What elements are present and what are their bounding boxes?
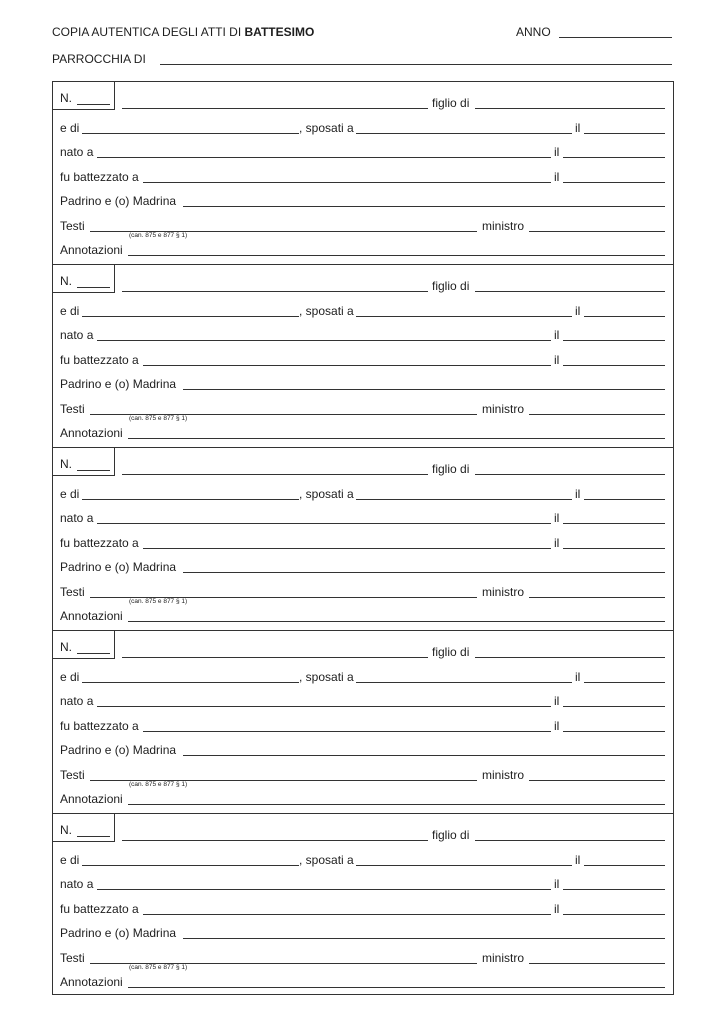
testi-label: Testi (60, 219, 85, 233)
sposati-a-label: , sposati a (299, 853, 354, 867)
baptism-place-field[interactable] (143, 914, 551, 915)
baptism-place-field[interactable] (143, 548, 551, 549)
mother-field[interactable] (82, 316, 299, 317)
padrino-label: Padrino e (o) Madrina (60, 926, 177, 940)
annotazioni-label: Annotazioni (60, 243, 123, 257)
nato-a-label: nato a (60, 511, 94, 525)
parrocchia-label: PARROCCHIA DI (52, 52, 146, 66)
testi-label: Testi (60, 768, 85, 782)
annotazioni-label: Annotazioni (60, 426, 123, 440)
child-name-field[interactable] (122, 291, 428, 292)
marriage-date-field[interactable] (584, 133, 665, 134)
record-number-field[interactable] (77, 104, 110, 105)
ministro-label: ministro (482, 951, 525, 965)
baptism-date-field[interactable] (563, 548, 665, 549)
canon-note: (can. 875 e 877 § 1) (129, 598, 188, 605)
nato-a-label: nato a (60, 877, 94, 891)
record-number-label: N. (60, 274, 72, 288)
fu-battezzato-a-label: fu battezzato a (60, 902, 139, 916)
baptism-date-label: il (554, 902, 560, 916)
record-number-field[interactable] (77, 836, 110, 837)
record-number-box (53, 82, 115, 110)
record-number-label: N. (60, 823, 72, 837)
annotazioni-label: Annotazioni (60, 975, 123, 989)
father-field[interactable] (475, 291, 665, 292)
birth-place-field[interactable] (97, 157, 551, 158)
e-di-label: e di (60, 487, 80, 501)
nato-a-label: nato a (60, 694, 94, 708)
figlio-di-label: figlio di (432, 96, 470, 110)
birth-place-field[interactable] (97, 706, 551, 707)
baptism-record (53, 813, 673, 996)
mother-field[interactable] (82, 499, 299, 500)
father-field[interactable] (475, 474, 665, 475)
annotazioni-field[interactable] (128, 255, 665, 256)
child-name-field[interactable] (122, 474, 428, 475)
birth-date-label: il (554, 328, 560, 342)
record-number-box (53, 814, 115, 842)
anno-field[interactable] (559, 37, 672, 38)
record-number-box (53, 448, 115, 476)
mother-field[interactable] (82, 865, 299, 866)
birth-date-label: il (554, 145, 560, 159)
ministro-label: ministro (482, 402, 525, 416)
sposati-a-label: , sposati a (299, 670, 354, 684)
annotazioni-field[interactable] (128, 438, 665, 439)
birth-place-field[interactable] (97, 340, 551, 341)
figlio-di-label: figlio di (432, 828, 470, 842)
father-field[interactable] (475, 108, 665, 109)
child-name-field[interactable] (122, 657, 428, 658)
padrino-field[interactable] (183, 938, 665, 939)
ministro-label: ministro (482, 585, 525, 599)
parrocchia-field[interactable] (160, 64, 672, 65)
marriage-place-field[interactable] (356, 499, 572, 500)
form-title (52, 25, 314, 39)
marriage-date-field[interactable] (584, 865, 665, 866)
baptism-place-field[interactable] (143, 731, 551, 732)
sposati-a-label: , sposati a (299, 121, 354, 135)
padrino-label: Padrino e (o) Madrina (60, 377, 177, 391)
marriage-place-field[interactable] (356, 133, 572, 134)
e-di-label: e di (60, 121, 80, 135)
padrino-label: Padrino e (o) Madrina (60, 194, 177, 208)
record-number-label: N. (60, 640, 72, 654)
marriage-date-label: il (575, 670, 581, 684)
marriage-date-label: il (575, 487, 581, 501)
testi-label: Testi (60, 402, 85, 416)
padrino-field[interactable] (183, 572, 665, 573)
canon-note: (can. 875 e 877 § 1) (129, 964, 188, 971)
birth-date-label: il (554, 694, 560, 708)
canon-note: (can. 875 e 877 § 1) (129, 232, 188, 239)
annotazioni-field[interactable] (128, 804, 665, 805)
anno-label: ANNO (516, 25, 551, 39)
baptism-date-label: il (554, 170, 560, 184)
padrino-field[interactable] (183, 206, 665, 207)
baptism-record (53, 264, 673, 447)
ministro-field[interactable] (529, 780, 665, 781)
canon-note: (can. 875 e 877 § 1) (129, 781, 188, 788)
annotazioni-field[interactable] (128, 621, 665, 622)
baptism-record (53, 82, 673, 264)
father-field[interactable] (475, 840, 665, 841)
record-number-box (53, 265, 115, 293)
baptism-place-field[interactable] (143, 182, 551, 183)
baptism-date-field[interactable] (563, 731, 665, 732)
record-number-field[interactable] (77, 287, 110, 288)
birth-date-field[interactable] (563, 889, 665, 890)
baptism-date-field[interactable] (563, 182, 665, 183)
fu-battezzato-a-label: fu battezzato a (60, 170, 139, 184)
fu-battezzato-a-label: fu battezzato a (60, 353, 139, 367)
marriage-place-field[interactable] (356, 316, 572, 317)
marriage-date-label: il (575, 853, 581, 867)
marriage-date-label: il (575, 304, 581, 318)
padrino-label: Padrino e (o) Madrina (60, 560, 177, 574)
sposati-a-label: , sposati a (299, 304, 354, 318)
annotazioni-label: Annotazioni (60, 609, 123, 623)
testi-label: Testi (60, 951, 85, 965)
birth-place-field[interactable] (97, 889, 551, 890)
birth-place-field[interactable] (97, 523, 551, 524)
baptism-date-label: il (554, 353, 560, 367)
marriage-date-field[interactable] (584, 316, 665, 317)
figlio-di-label: figlio di (432, 462, 470, 476)
ministro-field[interactable] (529, 231, 665, 232)
marriage-place-field[interactable] (356, 682, 572, 683)
marriage-date-field[interactable] (584, 682, 665, 683)
birth-date-label: il (554, 511, 560, 525)
form-title-prefix: COPIA AUTENTICA DEGLI ATTI DI (52, 25, 242, 39)
record-number-label: N. (60, 91, 72, 105)
ministro-label: ministro (482, 219, 525, 233)
birth-date-field[interactable] (563, 706, 665, 707)
baptism-date-label: il (554, 719, 560, 733)
baptism-date-field[interactable] (563, 914, 665, 915)
e-di-label: e di (60, 853, 80, 867)
birth-date-field[interactable] (563, 340, 665, 341)
nato-a-label: nato a (60, 328, 94, 342)
records-table (52, 81, 674, 995)
baptism-record (53, 630, 673, 813)
child-name-field[interactable] (122, 840, 428, 841)
record-number-label: N. (60, 457, 72, 471)
record-number-box (53, 631, 115, 659)
birth-date-field[interactable] (563, 157, 665, 158)
canon-note: (can. 875 e 877 § 1) (129, 415, 188, 422)
figlio-di-label: figlio di (432, 279, 470, 293)
ministro-field[interactable] (529, 414, 665, 415)
baptism-date-label: il (554, 536, 560, 550)
ministro-field[interactable] (529, 963, 665, 964)
ministro-field[interactable] (529, 597, 665, 598)
padrino-field[interactable] (183, 389, 665, 390)
record-number-field[interactable] (77, 653, 110, 654)
e-di-label: e di (60, 304, 80, 318)
baptism-place-field[interactable] (143, 365, 551, 366)
padrino-field[interactable] (183, 755, 665, 756)
baptism-record (53, 447, 673, 630)
mother-field[interactable] (82, 133, 299, 134)
fu-battezzato-a-label: fu battezzato a (60, 719, 139, 733)
testi-label: Testi (60, 585, 85, 599)
child-name-field[interactable] (122, 108, 428, 109)
birth-date-label: il (554, 877, 560, 891)
mother-field[interactable] (82, 682, 299, 683)
form-title-bold: BATTESIMO (244, 25, 315, 39)
baptism-date-field[interactable] (563, 365, 665, 366)
sposati-a-label: , sposati a (299, 487, 354, 501)
record-number-field[interactable] (77, 470, 110, 471)
annotazioni-field[interactable] (128, 987, 665, 988)
fu-battezzato-a-label: fu battezzato a (60, 536, 139, 550)
marriage-date-field[interactable] (584, 499, 665, 500)
padrino-label: Padrino e (o) Madrina (60, 743, 177, 757)
figlio-di-label: figlio di (432, 645, 470, 659)
e-di-label: e di (60, 670, 80, 684)
ministro-label: ministro (482, 768, 525, 782)
marriage-date-label: il (575, 121, 581, 135)
nato-a-label: nato a (60, 145, 94, 159)
birth-date-field[interactable] (563, 523, 665, 524)
annotazioni-label: Annotazioni (60, 792, 123, 806)
marriage-place-field[interactable] (356, 865, 572, 866)
father-field[interactable] (475, 657, 665, 658)
